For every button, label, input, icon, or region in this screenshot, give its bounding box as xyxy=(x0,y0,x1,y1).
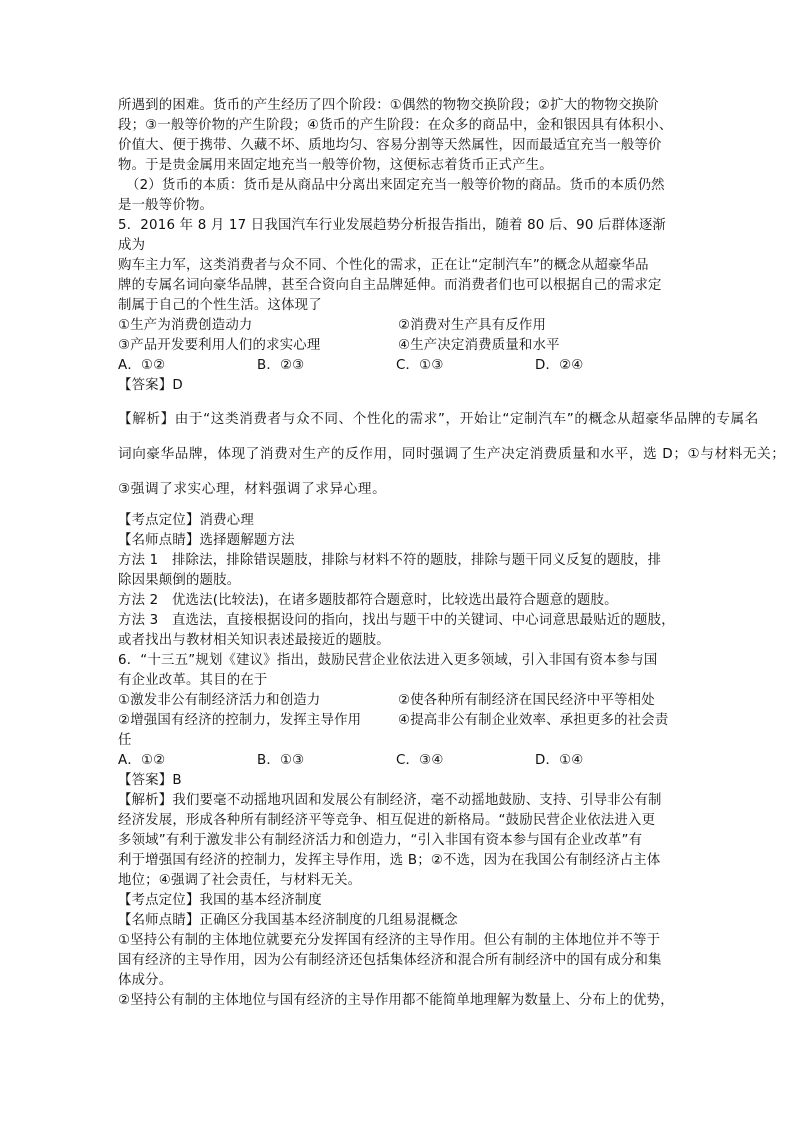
question-stem: 牌的专属名词向豪华品牌，甚至合资向自主品牌延伸。而消费者们也可以根据自己的需求定 xyxy=(118,278,662,293)
topic-location: 【考点定位】消费心理 xyxy=(118,513,254,528)
text-line: 段；③一般等价物的产生阶段；④货币的产生阶段：在众多的商品中，金和银因具有体积小、 xyxy=(118,118,673,133)
document-page xyxy=(118,96,786,1011)
statement-row xyxy=(118,711,678,731)
analysis-line: 利于增强国有经济的控制力，发挥主导作用，选 B；②不选，因为在我国公有制经济占主体 xyxy=(118,853,661,868)
analysis-line: 【解析】我们要毫不动摇地巩固和发展公有制经济，毫不动摇地鼓励、支持、引导非公有制 xyxy=(118,793,662,808)
question-5 xyxy=(118,216,786,651)
analysis-line: 词向豪华品牌，体现了消费对生产的反作用，同时强调了生产决定消费质量和水平，选 D；①与材料无关； xyxy=(118,446,786,462)
text-line: 物。于是贵金属用来固定地充当一般等价物，这便标志着货币正式产生。 xyxy=(118,158,553,173)
text-line: （2）货币的本质：货币是从商品中分离出来固定充当一般等价物的商品。货币的本质仍然 xyxy=(126,178,665,193)
statement: ②增强国有经济的控制力，发挥主导作用 xyxy=(118,713,362,728)
question-stem: 制属于自己的个性生活。这体现了 xyxy=(118,298,322,313)
choice-row xyxy=(118,356,678,376)
statement: ①激发非公有制经济活力和创造力 xyxy=(118,693,321,708)
tip-line: 方法 2 优选法(比较法)，在诸多题肢都符合题意时，比较选出最符合题意的题肢。 xyxy=(118,593,618,608)
choice-a: A．①② xyxy=(118,358,166,373)
analysis-line: 地位；④强调了社会责任，与材料无关。 xyxy=(118,873,362,888)
choice-a: A．①② xyxy=(118,753,166,768)
analysis-line: ③强调了求实心理，材料强调了求异心理。 xyxy=(118,481,387,497)
statement: ④提高非公有制企业效率、承担更多的社会责 xyxy=(398,713,669,728)
statement-row xyxy=(118,691,678,711)
choice-c: C．①③ xyxy=(396,358,444,373)
question-6 xyxy=(118,651,678,1011)
answer: 【答案】D xyxy=(118,378,183,393)
analysis-line: 经济发展，形成各种所有制经济平等竞争、相互促进的新格局。“鼓励民营企业依法进入更 xyxy=(118,813,656,828)
statement: ②消费对生产具有反作用 xyxy=(398,318,547,333)
question-stem: 6．“十三五”规划《建议》指出，鼓励民营企业依法进入更多领域，引入非国有资本参与国 xyxy=(118,653,658,668)
choice-row xyxy=(118,751,678,771)
choice-b: B．①③ xyxy=(257,753,305,768)
text-line: 价值大、便于携带、久藏不坏、质地均匀、容易分割等天然属性，因而最适宜充当一般等价 xyxy=(118,138,662,153)
statement-tail: 任 xyxy=(118,733,132,748)
answer: 【答案】B xyxy=(118,773,182,788)
question-stem: 有企业改革。其目的在于 xyxy=(118,673,268,688)
statement: ③产品开发要利用人们的求实心理 xyxy=(118,338,321,353)
tip-line: ①坚持公有制的主体地位就要充分发挥国有经济的主导作用。但公有制的主体地位并不等于 xyxy=(118,933,661,948)
text-line: 是一般等价物。 xyxy=(118,198,214,213)
statement-row xyxy=(118,316,678,336)
tip-line: 除因果颠倒的题肢。 xyxy=(118,573,241,588)
tip-line: 体成分。 xyxy=(118,973,173,988)
question-stem: 购车主力军，这类消费者与众不同、个性化的需求，正在让“定制汽车”的概念从超豪华品 xyxy=(118,258,649,273)
question-stem: 5．2016 年 8 月 17 日我国汽车行业发展趋势分析报告指出，随着 80 后、90 后群体逐渐成为 xyxy=(118,218,667,253)
topic-location: 【考点定位】我国的基本经济制度 xyxy=(118,893,322,908)
choice-d: D．②④ xyxy=(535,358,584,373)
tip-line: ②坚持公有制的主体地位与国有经济的主导作用都不能简单地理解为数量上、分布上的优势， xyxy=(118,993,674,1008)
tip-line: 或者找出与教材相关知识表述最接近的题肢。 xyxy=(118,633,390,648)
analysis-line: 多领域”有利于激发非公有制经济活力和创造力，“引入非国有资本参与国有企业改革”有 xyxy=(118,833,643,848)
text-line: 所遇到的困难。货币的产生经历了四个阶段：①偶然的物物交换阶段；②扩大的物物交换阶 xyxy=(118,98,659,113)
statement: ④生产决定消费质量和水平 xyxy=(398,338,560,353)
tips-title: 【名师点睛】正确区分我国基本经济制度的几组易混概念 xyxy=(118,913,458,928)
tip-line: 方法 1 排除法，排除错误题肢，排除与材料不符的题肢，排除与题干同义反复的题肢，排 xyxy=(118,553,662,568)
analysis-line: 【解析】由于“这类消费者与众不同、个性化的需求”，开始让“定制汽车”的概念从超豪华品牌的专属名 xyxy=(118,411,759,427)
choice-d: D．①④ xyxy=(535,753,584,768)
tips-title: 【名师点睛】选择题解题方法 xyxy=(118,533,295,548)
analysis-block xyxy=(118,402,786,507)
statement: ①生产为消费创造动力 xyxy=(118,318,253,333)
tip-line: 国有经济的主导作用，因为公有制经济还包括集体经济和混合所有制经济中的国有成分和集 xyxy=(118,953,662,968)
statement: ②使各种所有制经济在国民经济中平等相处 xyxy=(398,693,655,708)
choice-b: B．②③ xyxy=(257,358,305,373)
choice-c: C．③④ xyxy=(396,753,444,768)
tip-line: 方法 3 直选法，直接根据设问的指向，找出与题干中的关键词、中心词意思最贴近的题肢， xyxy=(118,613,675,628)
statement-row xyxy=(118,336,678,356)
